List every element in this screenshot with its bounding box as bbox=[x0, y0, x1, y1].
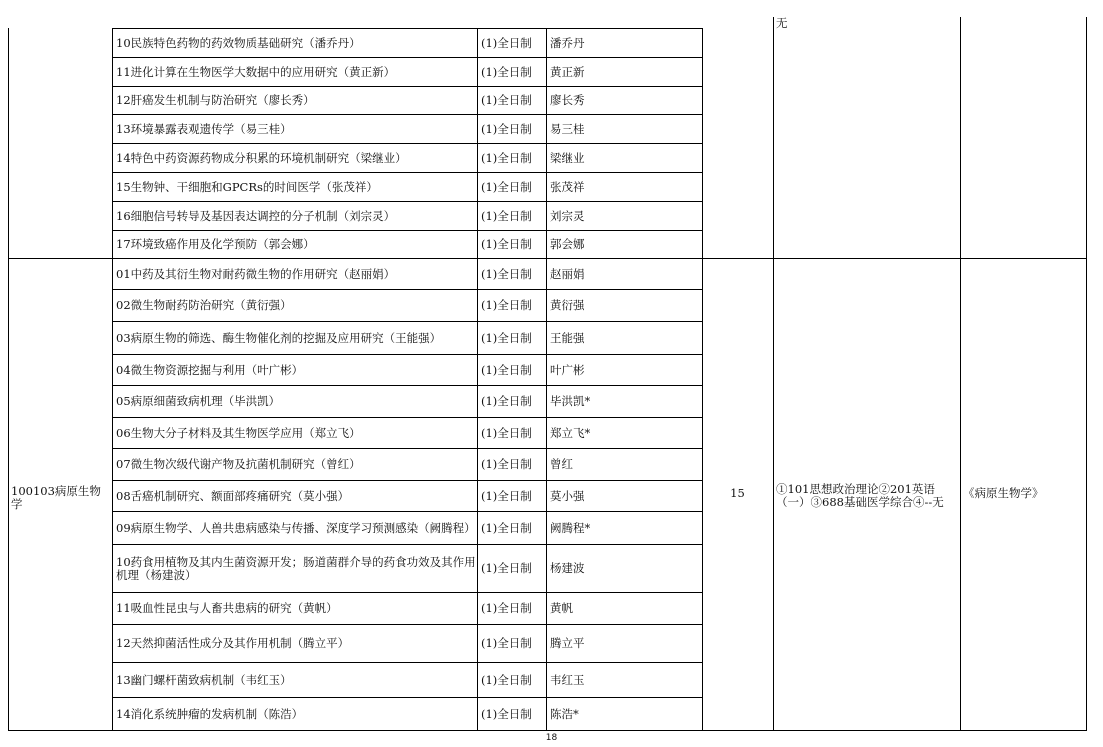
study-mode: (1)全日制 bbox=[481, 330, 532, 345]
study-mode: (1)全日制 bbox=[481, 179, 532, 194]
research-direction: 08舌癌机制研究、额面部疼痛研究（莫小强） bbox=[116, 488, 350, 503]
tutor-name: 黄正新 bbox=[550, 64, 585, 79]
tutor-name: 张茂祥 bbox=[550, 179, 585, 194]
tutor-name: 阙腾程* bbox=[550, 520, 591, 535]
tutor-name: 韦红玉 bbox=[550, 672, 585, 687]
research-direction: 03病原生物的筛选、酶生物催化剂的挖掘及应用研究（王能强） bbox=[116, 330, 442, 345]
tutor-name: 赵丽娟 bbox=[550, 266, 585, 281]
study-mode: (1)全日制 bbox=[481, 266, 532, 281]
tutor-name: 陈浩* bbox=[550, 706, 579, 721]
research-direction: 16细胞信号转导及基因表达调控的分子机制（刘宗灵） bbox=[116, 208, 396, 223]
study-mode: (1)全日制 bbox=[481, 208, 532, 223]
study-mode: (1)全日制 bbox=[481, 520, 532, 535]
research-direction: 07微生物次级代谢产物及抗菌机制研究（曾红） bbox=[116, 457, 361, 471]
study-mode: (1)全日制 bbox=[481, 35, 532, 50]
page-number: 18 bbox=[545, 733, 558, 743]
research-direction: 11吸血性昆虫与人畜共患病的研究（黄帆） bbox=[116, 601, 338, 615]
study-mode: (1)全日制 bbox=[481, 237, 532, 251]
reference-books: 《病原生物学》 bbox=[963, 485, 1044, 500]
tutor-name: 腾立平 bbox=[550, 636, 585, 650]
study-mode: (1)全日制 bbox=[481, 394, 532, 408]
research-direction: 14消化系统肿瘤的发病机制（陈浩） bbox=[116, 706, 304, 721]
table-border-right bbox=[1086, 17, 1087, 731]
tutor-name: 莫小强 bbox=[550, 488, 585, 503]
research-direction: 17环境致癌作用及化学预防（郭会娜） bbox=[116, 237, 315, 251]
research-direction: 14特色中药资源药物成分积累的环境机制研究（梁继业） bbox=[116, 150, 407, 165]
study-mode: (1)全日制 bbox=[481, 672, 532, 687]
research-direction: 15生物钟、干细胞和GPCRs的时间医学（张茂祥） bbox=[116, 179, 378, 194]
tutor-name: 叶广彬 bbox=[550, 362, 585, 377]
research-direction: 13幽门螺杆菌致病机制（韦红玉） bbox=[116, 672, 292, 687]
study-mode: (1)全日制 bbox=[481, 121, 532, 136]
study-mode: (1)全日制 bbox=[481, 93, 532, 107]
column-divider bbox=[702, 28, 703, 731]
table-border-left bbox=[8, 28, 9, 731]
table-border-bottom bbox=[8, 730, 1087, 731]
research-direction: 13环境暴露表观遗传学（易三桂） bbox=[116, 121, 292, 136]
study-mode: (1)全日制 bbox=[481, 636, 532, 650]
research-direction: 10民族特色药物的药效物质基础研究（潘乔丹） bbox=[116, 35, 361, 50]
column-divider bbox=[960, 17, 961, 731]
tutor-name: 梁继业 bbox=[550, 150, 585, 165]
research-direction: 12肝癌发生机制与防治研究（廖长秀） bbox=[116, 93, 315, 107]
research-direction: 05病原细菌致病机理（毕洪凯） bbox=[116, 394, 281, 408]
study-mode: (1)全日制 bbox=[481, 601, 532, 615]
tutor-name: 毕洪凯* bbox=[550, 394, 591, 408]
tutor-name: 黄衍强 bbox=[550, 298, 585, 312]
study-mode: (1)全日制 bbox=[481, 561, 532, 575]
tutor-name: 杨建波 bbox=[550, 561, 585, 575]
tutor-name: 刘宗灵 bbox=[550, 208, 585, 223]
major-name: 100103病原生物学 bbox=[11, 484, 101, 511]
tutor-name: 郑立飞* bbox=[550, 425, 591, 440]
study-mode: (1)全日制 bbox=[481, 298, 532, 312]
column-divider bbox=[773, 17, 774, 731]
tutor-name: 易三桂 bbox=[550, 121, 585, 136]
tutor-name: 郭会娜 bbox=[550, 237, 585, 251]
tutor-name: 廖长秀 bbox=[550, 93, 585, 107]
study-mode: (1)全日制 bbox=[481, 488, 532, 503]
study-mode: (1)全日制 bbox=[481, 457, 532, 471]
tutor-name: 潘乔丹 bbox=[550, 35, 585, 50]
research-direction: 09病原生物学、人兽共患病感染与传播、深度学习预测感染（阙腾程） bbox=[116, 520, 476, 535]
tutor-name: 王能强 bbox=[550, 330, 585, 345]
study-mode: (1)全日制 bbox=[481, 64, 532, 79]
research-direction: 12天然抑菌活性成分及其作用机制（腾立平） bbox=[116, 636, 350, 650]
research-direction: 04微生物资源挖掘与利用（叶广彬） bbox=[116, 362, 304, 377]
research-direction: 01中药及其衍生物对耐药微生物的作用研究（赵丽娟） bbox=[116, 266, 396, 281]
study-mode: (1)全日制 bbox=[481, 706, 532, 721]
study-mode: (1)全日制 bbox=[481, 425, 532, 440]
exam-fragment-top: 无 bbox=[776, 16, 788, 30]
tutor-name: 黄帆 bbox=[550, 601, 573, 615]
research-direction: 10药食用植物及其内生菌资源开发；肠道菌群介导的药食功效及其作用机理（杨建波） bbox=[116, 554, 476, 582]
tutor-name: 曾红 bbox=[550, 457, 573, 471]
study-mode: (1)全日制 bbox=[481, 362, 532, 377]
exam-subjects: ①101思想政治理论②201英语（一）③688基础医学综合④--无 bbox=[776, 482, 944, 509]
quota-count: 15 bbox=[730, 485, 745, 500]
research-direction: 06生物大分子材料及其生物医学应用（郑立飞） bbox=[116, 425, 361, 440]
study-mode: (1)全日制 bbox=[481, 150, 532, 165]
research-direction: 02微生物耐药防治研究（黄衍强） bbox=[116, 298, 292, 312]
research-direction: 11进化计算在生物医学大数据中的应用研究（黄正新） bbox=[116, 64, 396, 79]
